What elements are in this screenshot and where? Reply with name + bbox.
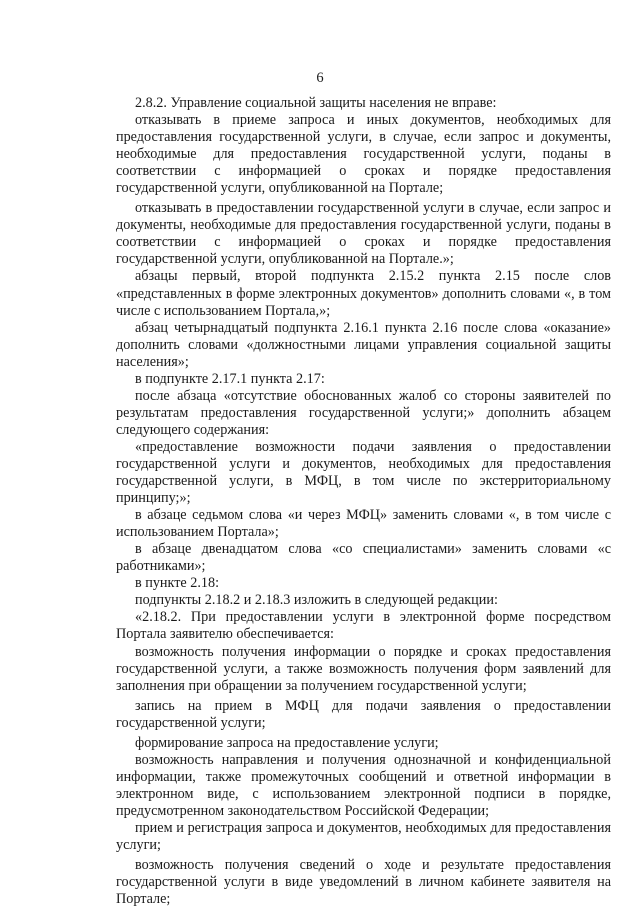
paragraph: абзацы первый, второй подпункта 2.15.2 пункта 2.15 после слов «представленных в форме электронных документов» дополнить словами «, в том числе с использованием Портала,»;: [116, 268, 611, 319]
paragraph: формирование запроса на предоставление услуги;: [135, 734, 439, 751]
paragraph: в пункте 2.18:: [135, 575, 220, 592]
paragraph-2-18-2-heading: «2.18.2. При предоставлении услуги в электронной форме посредством Портала заявителю обеспечивается:: [116, 609, 611, 643]
document-body: [116, 95, 611, 908]
paragraph: возможность получения информации о порядке и сроках предоставления государственной услуги, а также возможность получения форм заявлений для заполнения при обращении за получением государственной услуги;: [116, 643, 611, 694]
paragraph: в подпункте 2.17.1 пункта 2.17:: [135, 370, 325, 387]
paragraph-2-8-2-heading: 2.8.2. Управление социальной защиты населения не вправе:: [135, 95, 497, 111]
paragraph: в абзаце седьмом слова «и через МФЦ» заменить словами «, в том числе с использованием Портала»;: [116, 507, 611, 541]
paragraph: абзац четырнадцатый подпункта 2.16.1 пункта 2.16 после слова «оказание» дополнить словами «должностными лицами управления социальной защиты населения»;: [116, 319, 611, 370]
page-number: 6: [316, 70, 324, 86]
paragraph: после абзаца «отсутствие обоснованных жалоб со стороны заявителей по результатам предоставления государственной услуги;» дополнить абзацем следующего содержания:: [116, 387, 611, 438]
paragraph: запись на прием в МФЦ для подачи заявления о предоставлении государственной услуги;: [116, 697, 611, 731]
paragraph: отказывать в предоставлении государственной услуги в случае, если запрос и документы, необходимые для предоставления государственной услуги, поданы в соответствии с информацией о сроках и порядке предоставления государственной услуги, опубликованной на Портале.»;: [116, 200, 611, 268]
paragraph: «предоставление возможности подачи заявления о предоставлении государственной услуги и документов, необходимых для предоставления государственной услуги, в МФЦ, в том числе по экстерриториальному принципу;»;: [116, 438, 611, 507]
paragraph: в абзаце двенадцатом слова «со специалистами» заменить словами «с работниками»;: [116, 541, 611, 575]
paragraph: возможность направления и получения однозначной и конфиденциальной информации, также промежуточных сообщений и ответной информации в электронном виде, с использованием электронной подписи в порядке, предусмотренном законодательством Российской Федерации;: [116, 751, 611, 819]
paragraph: отказывать в приеме запроса и иных документов, необходимых для предоставления государственной услуги, в случае, если запрос и документы, необходимые для предоставления государственной услуги, поданы в соответствии с информацией о сроках и порядке предоставления государственной услуги, опубликованной на Портале;: [116, 112, 611, 197]
paragraph: возможность получения сведений о ходе и результате предоставления государственной услуги в виде уведомлений в личном кабинете заявителя на Портале;: [116, 857, 611, 908]
paragraph: прием и регистрация запроса и документов, необходимых для предоставления услуги;: [116, 819, 611, 854]
paragraph: подпункты 2.18.2 и 2.18.3 изложить в следующей редакции:: [135, 592, 498, 609]
